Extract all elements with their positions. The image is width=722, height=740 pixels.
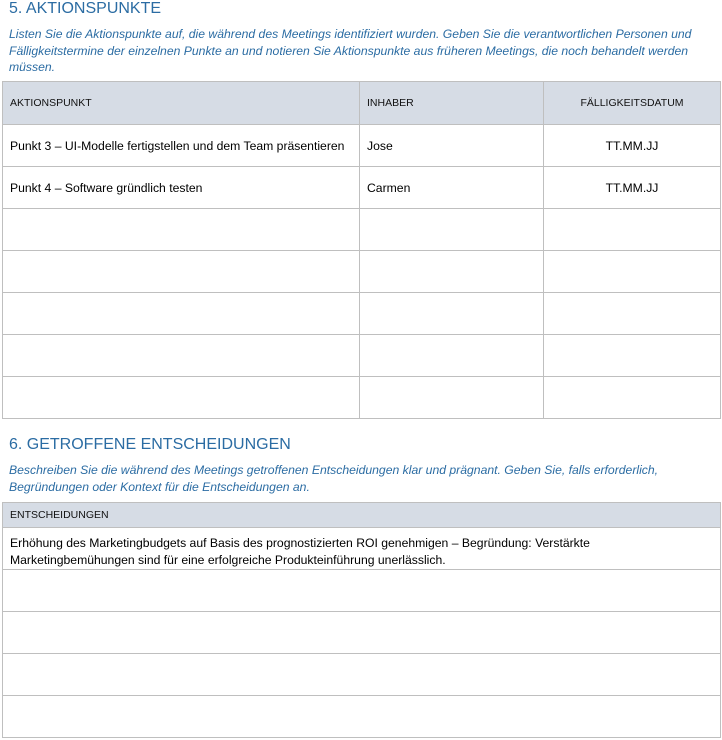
table-row-empty <box>3 696 721 738</box>
section-5-description: Listen Sie die Aktionspunkte auf, die während des Meetings identifiziert wurden. Geben Sie die verantwortlichen Personen und Fälligkeitstermine der einzelnen Punkte an und notieren Sie Aktionspunkte aus früheren Meetings, die noch behandelt werden müssen. <box>9 27 692 74</box>
decision-cell[interactable]: Erhöhung des Marketingbudgets auf Basis des prognostizierten ROI genehmigen – Begründung: Verstärkte Marketingbemühungen sind für eine erfolgreiche Produkteinführung unerlässlich. <box>3 528 721 570</box>
owner-cell[interactable]: Jose <box>360 125 544 167</box>
owner-cell[interactable] <box>360 251 544 293</box>
due-date-cell[interactable] <box>544 293 721 335</box>
decision-cell[interactable] <box>3 612 721 654</box>
decision-cell[interactable] <box>3 570 721 612</box>
action-item-cell[interactable] <box>3 335 360 377</box>
owner-cell[interactable] <box>360 335 544 377</box>
table-row-empty <box>3 612 721 654</box>
action-item-cell[interactable]: Punkt 3 – UI-Modelle fertigstellen und dem Team präsentieren <box>3 125 360 167</box>
action-item-cell[interactable] <box>3 209 360 251</box>
table-row-empty <box>3 654 721 696</box>
due-date-cell[interactable] <box>544 209 721 251</box>
column-header-due-date: FÄLLIGKEITSDATUM <box>544 82 721 125</box>
table-row <box>3 167 721 209</box>
due-date-cell[interactable]: TT.MM.JJ <box>544 167 721 209</box>
section-6-title: 6. GETROFFENE ENTSCHEIDUNGEN <box>9 436 291 453</box>
table-row-empty <box>3 293 721 335</box>
table-row-empty <box>3 570 721 612</box>
table-row-empty <box>3 251 721 293</box>
action-item-cell[interactable] <box>3 251 360 293</box>
action-item-cell[interactable]: Punkt 4 – Software gründlich testen <box>3 167 360 209</box>
owner-cell[interactable] <box>360 209 544 251</box>
action-item-cell[interactable] <box>3 293 360 335</box>
due-date-cell[interactable]: TT.MM.JJ <box>544 125 721 167</box>
table-row-empty <box>3 377 721 419</box>
column-header-decisions: ENTSCHEIDUNGEN <box>3 503 721 528</box>
action-items-table <box>2 81 721 419</box>
table-row-empty <box>3 209 721 251</box>
decisions-header-row <box>3 503 721 528</box>
action-items-header-row <box>3 82 721 125</box>
due-date-cell[interactable] <box>544 377 721 419</box>
owner-cell[interactable] <box>360 293 544 335</box>
column-header-owner: INHABER <box>360 82 544 125</box>
table-row-empty <box>3 335 721 377</box>
decision-cell[interactable] <box>3 654 721 696</box>
action-item-cell[interactable] <box>3 377 360 419</box>
due-date-cell[interactable] <box>544 335 721 377</box>
owner-cell[interactable] <box>360 377 544 419</box>
table-row <box>3 528 721 570</box>
decision-cell[interactable] <box>3 696 721 738</box>
due-date-cell[interactable] <box>544 251 721 293</box>
column-header-action-item: AKTIONSPUNKT <box>3 82 360 125</box>
table-row <box>3 125 721 167</box>
section-6-description: Beschreiben Sie die während des Meetings getroffenen Entscheidungen klar und prägnant. Geben Sie, falls erforderlich, Begründungen oder Kontext für die Entscheidungen an. <box>9 463 659 494</box>
decisions-table <box>2 502 721 738</box>
section-5-title: 5. AKTIONSPUNKTE <box>9 0 162 17</box>
owner-cell[interactable]: Carmen <box>360 167 544 209</box>
